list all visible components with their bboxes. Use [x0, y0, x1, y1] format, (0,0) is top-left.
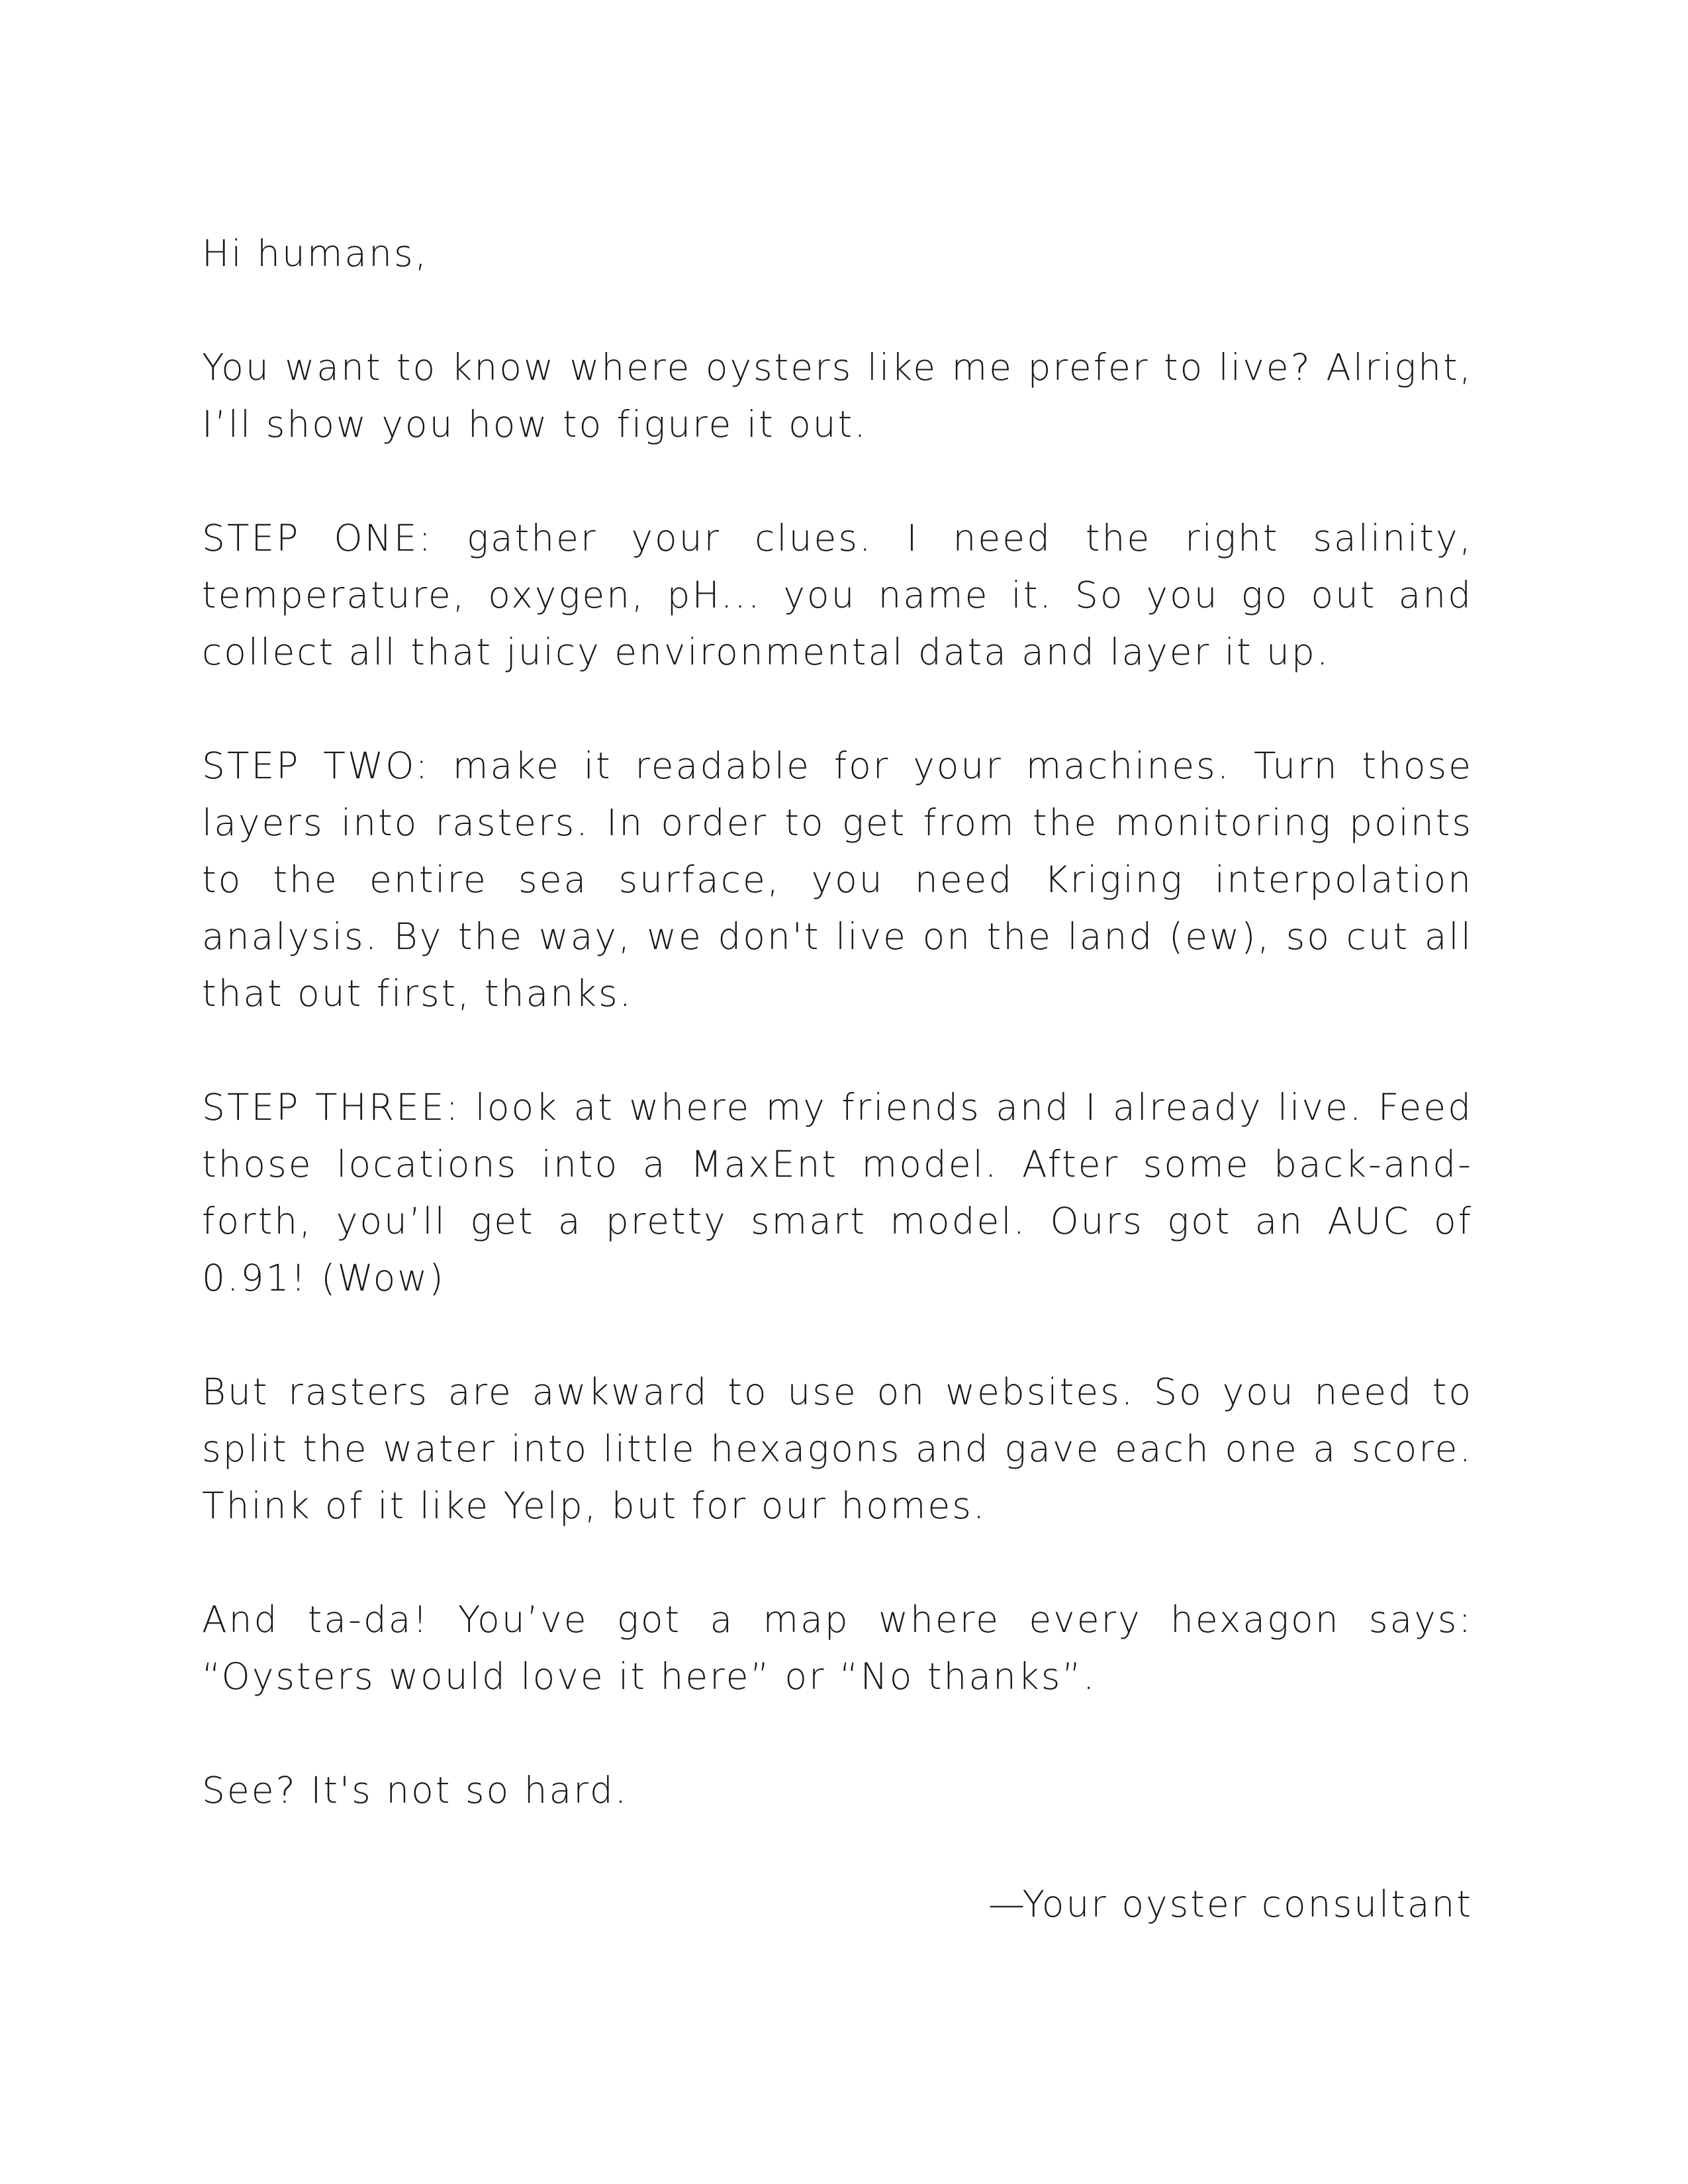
letter-greeting: Hi humans, — [202, 232, 429, 275]
paragraph-step-three: STEP THREE: look at where my friends and I already live. Feed those locations into a MaxEnt model. After some back-and-forth, you’ll get a pretty smart model. Ours got an AUC of 0.91! (Wow) — [202, 1086, 1473, 1299]
letter-signoff: —Your oyster consultant — [988, 1883, 1473, 1925]
letter-body — [202, 225, 1473, 1933]
paragraph-ta-da: And ta-da! You’ve got a map where every hexagon says: “Oysters would love it here” or “No thanks”. — [202, 1598, 1473, 1698]
paragraph-intro: You want to know where oysters like me prefer to live? Alright, I’ll show you how to figure it out. — [202, 346, 1473, 445]
paragraph-step-one: STEP ONE: gather your clues. I need the right salinity, temperature, oxygen, pH... you name it. So you go out and collect all that juicy environmental data and layer it up. — [202, 517, 1473, 673]
letter-closing: See? It's not so hard. — [202, 1769, 629, 1811]
paragraph-step-two: STEP TWO: make it readable for your machines. Turn those layers into rasters. In order to get from the monitoring points to the entire sea surface, you need Kriging interpolation analysis. By the way, we don't live on the land (ew), so cut all that out first, thanks. — [202, 745, 1473, 1015]
paragraph-hexagons: But rasters are awkward to use on websites. So you need to split the water into little hexagons and gave each one a score. Think of it like Yelp, but for our homes. — [202, 1371, 1473, 1527]
